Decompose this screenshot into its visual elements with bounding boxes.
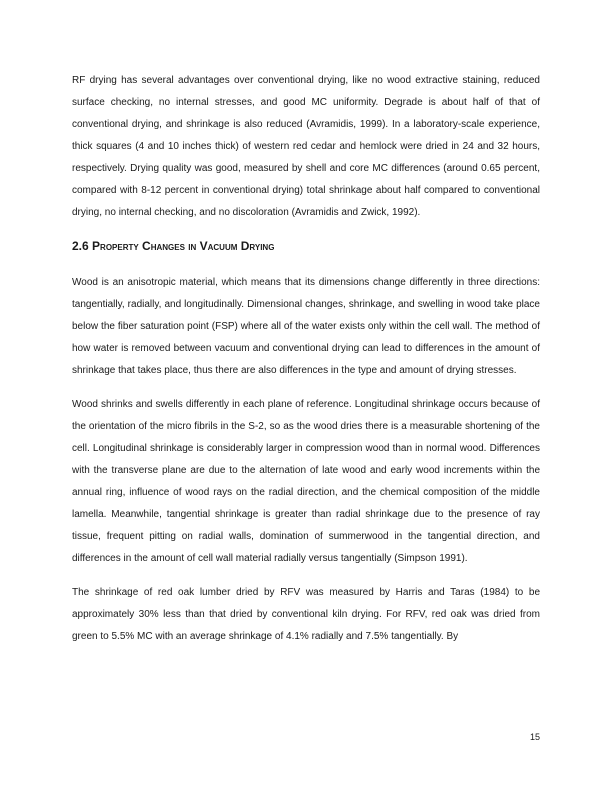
section-title: Property Changes in Vacuum Drying <box>92 239 275 253</box>
paragraph-anisotropic: Wood is an anisotropic material, which means that its dimensions change differently in three directions: tangentially, radially, and longitudinally. Dimensional changes, shrinkage, and swelling in wood take place below the fiber saturation point (FSP) where all of the water exists only within the cell wall. The method of how water is removed between vacuum and conventional drying can lead to differences in the amount of shrinkage that takes place, thus there are also differences in the type and amount of drying stresses. <box>72 277 540 376</box>
paragraph-red-oak: The shrinkage of red oak lumber dried by RFV was measured by Harris and Taras (1984) to be approximately 30% less than that dried by conventional kiln drying. For RFV, red oak was dried from green to 5.5% MC with an average shrinkage of 4.1% radially and 7.5% tangentially. By <box>72 587 540 642</box>
section-number: 2.6 <box>72 239 89 253</box>
paragraph-rf-drying: RF drying has several advantages over conventional drying, like no wood extractive staining, reduced surface checking, no internal stresses, and good MC uniformity. Degrade is about half of that of conventional drying, and shrinkage is also reduced (Avramidis, 1999). In a laboratory-scale experience, thick squares (4 and 10 inches thick) of western red cedar and hemlock were dried in 24 and 32 hours, respectively. Drying quality was good, measured by shell and core MC differences (around 0.65 percent, compared with 8-12 percent in conventional drying) total shrinkage about half compared to conventional drying, no internal checking, and no discoloration (Avramidis and Zwick, 1992). <box>72 75 540 218</box>
section-heading <box>72 238 540 254</box>
page-number: 15 <box>529 732 540 742</box>
body-text <box>72 70 540 660</box>
paragraph-shrink-swell: Wood shrinks and swells differently in each plane of reference. Longitudinal shrinkage occurs because of the orientation of the micro fibrils in the S-2, so as the wood dries there is a measurable shortening of the cell. Longitudinal shrinkage is considerably larger in compression wood than in normal wood. Differences with the transverse plane are due to the alternation of late wood and early wood increments within the annual ring, influence of wood rays on the radial direction, and the chemical composition of the middle lamella. Meanwhile, tangential shrinkage is greater than radial shrinkage due to the presence of ray tissue, frequent pitting on radial walls, domination of summerwood in the tangential direction, and differences in the amount of cell wall material radially versus tangentially (Simpson 1991). <box>72 399 540 564</box>
